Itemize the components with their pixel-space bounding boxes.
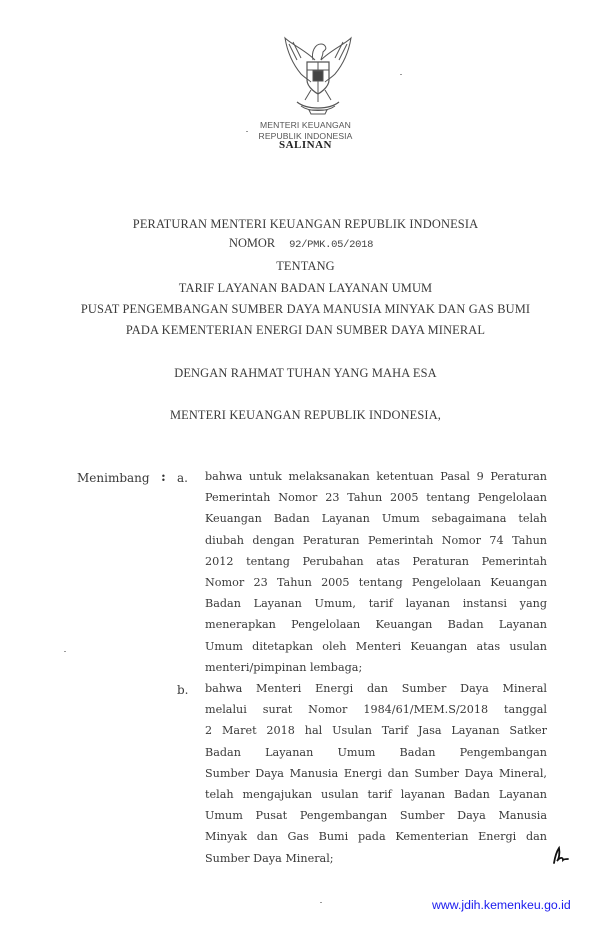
text-line: Nomor 23 Tahun 2005 tentang Pengelolaan Keuangan — [205, 575, 547, 589]
text-line: bahwa untuk melaksanakan ketentuan Pasal 9 Peraturan — [205, 470, 547, 483]
text-line: Sumber Daya Manusia Energi dan Sumber Daya Mineral, — [205, 766, 547, 780]
subject-line-3: PADA KEMENTERIAN ENERGI DAN SUMBER DAYA MINERAL — [125, 323, 486, 337]
item-marker-a: a. — [177, 471, 188, 485]
text-line: telah mengajukan usulan tarif layanan Badan Layanan — [205, 787, 547, 801]
tentang-label: TENTANG — [276, 259, 335, 273]
paraf-initial-icon — [551, 845, 571, 865]
text-line: menteri/pimpinan lembaga; — [205, 660, 363, 674]
regulation-title: PERATURAN MENTERI KEUANGAN REPUBLIK INDONESIA — [132, 217, 479, 231]
consideration-a — [205, 466, 547, 678]
subject-line-2: PUSAT PENGEMBANGAN SUMBER DAYA MANUSIA MINYAK DAN GAS BUMI — [80, 302, 531, 316]
text-line: melalui surat Nomor 1984/61/MEM.S/2018 tanggal — [205, 703, 547, 717]
text-line: Sumber Daya Mineral; — [205, 851, 334, 865]
text-line: Keuangan Badan Layanan Umum sebagaimana telah — [205, 512, 547, 526]
subject-line-1: TARIF LAYANAN BADAN LAYANAN UMUM — [178, 281, 433, 295]
scan-speck — [400, 74, 402, 75]
text-line: Badan Layanan Umum Badan Pengembangan — [205, 745, 547, 759]
text-line: diubah dengan Peraturan Pemerintah Nomor 74 Tahun — [205, 533, 547, 547]
consideration-b — [205, 678, 547, 869]
text-line: Pemerintah Nomor 23 Tahun 2005 tentang Pengelolaan — [205, 491, 547, 505]
scan-speck — [64, 651, 66, 652]
scan-speck — [246, 131, 248, 132]
text-line: bahwa Menteri Energi dan Sumber Daya Mineral — [205, 682, 547, 695]
text-line: 2 Maret 2018 hal Usulan Tarif Jasa Layanan Satker — [205, 724, 547, 738]
nomor-label: NOMOR — [229, 236, 276, 250]
institution-line-2: REPUBLIK INDONESIA — [258, 131, 353, 141]
jdih-website-link[interactable]: www.jdih.kemenkeu.go.id — [432, 898, 571, 912]
issuer: MENTERI KEUANGAN REPUBLIK INDONESIA, — [169, 408, 442, 422]
scan-speck — [320, 902, 322, 903]
copy-stamp: SALINAN — [278, 139, 332, 151]
text-line: Badan Layanan Umum, tarif layanan instansi yang — [205, 597, 547, 611]
institution-line-1: MENTERI KEUANGAN — [260, 120, 351, 130]
text-line: Umum Pusat Pengembangan Sumber Daya Manusia — [205, 809, 547, 823]
considerations-colon: : — [161, 470, 166, 485]
item-marker-b: b. — [177, 683, 189, 697]
text-line: Minyak dan Gas Bumi pada Kementerian Energi dan — [205, 830, 547, 844]
invocation: DENGAN RAHMAT TUHAN YANG MAHA ESA — [174, 366, 437, 380]
text-line: 2012 tentang Perubahan atas Peraturan Pemerintah — [205, 554, 547, 568]
regulation-number-row — [229, 236, 373, 251]
text-line: Umum ditetapkan oleh Menteri Keuangan atas usulan — [205, 639, 547, 653]
text-line: menerapkan Pengelolaan Keuangan Badan Layanan — [205, 618, 547, 632]
nomor-value: 92/PMK.05/2018 — [289, 239, 374, 251]
garuda-emblem-icon — [277, 30, 359, 118]
considerations-label: Menimbang — [77, 471, 150, 485]
